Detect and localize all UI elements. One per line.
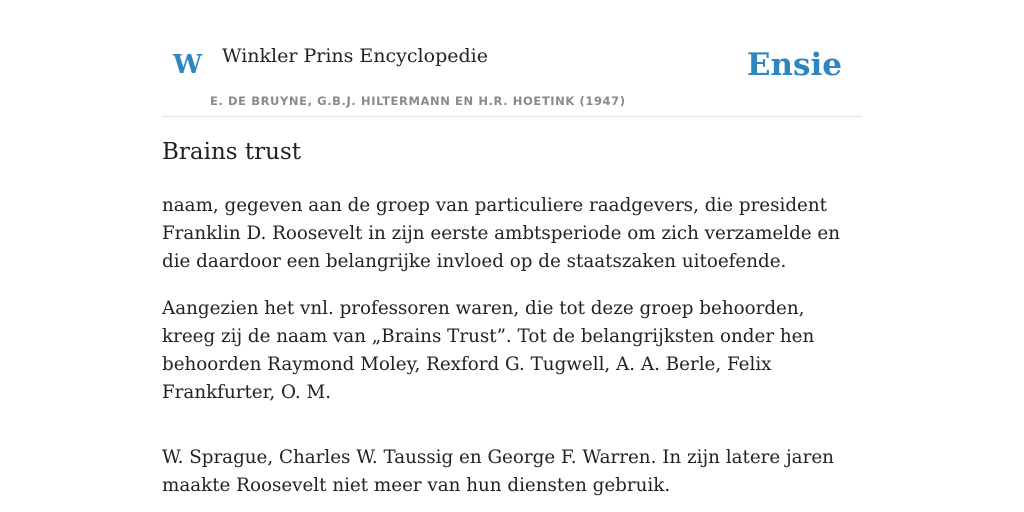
entry-paragraph: naam, gegeven aan de groep van particuliere raadgevers, die president Franklin D. Roosevelt in zijn eerste ambtsperiode om zich verzamelde en die daardoor een belangrijke invloed op de staatszaken uitoefende. bbox=[162, 195, 841, 272]
ensie-brand-logo[interactable]: Ensie bbox=[746, 47, 842, 83]
work-title-link[interactable]: Winkler Prins Encyclopedie bbox=[222, 45, 488, 67]
encyclopedia-header bbox=[162, 0, 862, 117]
winkler-prins-logo-icon[interactable]: W bbox=[173, 50, 203, 80]
entry-paragraph: W. Sprague, Charles W. Taussig en George F. Warren. In zijn latere jaren maakte Roosevelt niet meer van hun diensten gebruik. bbox=[162, 447, 834, 496]
entry-paragraph: Aangezien het vnl. professoren waren, die tot deze groep behoorden, kreeg zij de naam van „Brains Trust”. Tot de belangrijksten onder hen behoorden Raymond Moley, Rexford G. Tugwell, A. A. Berle, Felix Frankfurter, O. M. bbox=[162, 298, 815, 403]
entry-title: Brains trust bbox=[162, 139, 301, 165]
authors-line: E. DE BRUYNE, G.B.J. HILTERMANN EN H.R. HOETINK (1947) bbox=[210, 94, 626, 108]
entry-body bbox=[162, 192, 862, 512]
